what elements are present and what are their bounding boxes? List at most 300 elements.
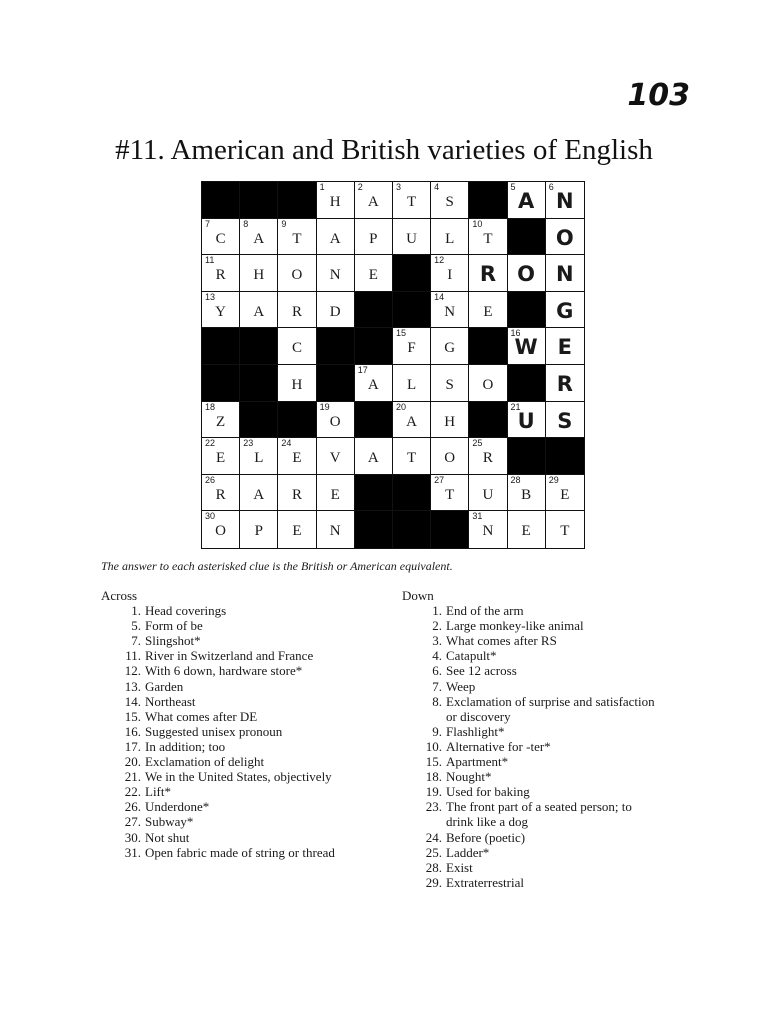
grid-cell[interactable] <box>546 365 584 402</box>
clue-number: 17 <box>357 364 368 375</box>
grid-cell[interactable] <box>240 292 278 329</box>
grid-cell[interactable] <box>469 292 507 329</box>
clue-number: 7. <box>131 633 141 649</box>
clue-number: 21 <box>510 401 521 412</box>
clue-number: 22. <box>124 784 141 800</box>
clue-text: or discovery <box>446 708 511 724</box>
cell-letter: H <box>329 194 341 210</box>
clue-number: 11. <box>125 648 141 664</box>
grid-block <box>393 475 431 512</box>
clue-number: 3 <box>395 182 401 192</box>
grid-cell[interactable] <box>431 292 469 329</box>
grid-block <box>240 328 278 365</box>
grid-cell[interactable] <box>317 292 355 329</box>
grid-cell[interactable] <box>278 219 316 256</box>
clue-text: Ladder* <box>446 844 490 860</box>
cell-letter: L <box>406 376 417 393</box>
cell-letter: B <box>521 486 532 503</box>
cell-letter: N <box>482 523 494 540</box>
clue-number: 20. <box>124 754 141 770</box>
grid-cell[interactable] <box>278 438 316 475</box>
puzzle-note: The answer to each asterisked clue is the British or American equivalent. <box>101 559 453 573</box>
grid-cell[interactable] <box>546 475 584 512</box>
clue-number: 8 <box>243 218 249 229</box>
grid-block <box>355 402 393 439</box>
clue-text: End of the arm <box>446 603 524 619</box>
cell-letter: T <box>560 523 570 540</box>
cell-letter: E <box>292 523 302 540</box>
grid-cell[interactable] <box>317 402 355 439</box>
down-clue <box>402 739 692 754</box>
clue-number: 11 <box>205 255 215 266</box>
across-heading: Across <box>101 588 138 603</box>
grid-block <box>355 475 393 512</box>
clue-text: With 6 down, hardware store* <box>145 663 303 679</box>
down-clue <box>402 724 692 739</box>
clue-number: 20 <box>395 401 406 412</box>
handwritten-letter: A <box>517 189 535 213</box>
clue-number: 15. <box>124 708 141 724</box>
down-clue <box>402 845 692 860</box>
clue-number: 26 <box>205 474 216 485</box>
grid-block <box>278 182 316 219</box>
grid-block <box>393 255 431 292</box>
grid-cell[interactable] <box>278 328 316 365</box>
grid-cell[interactable] <box>393 182 431 219</box>
grid-cell[interactable] <box>393 365 431 402</box>
down-clue <box>402 648 692 663</box>
cell-letter: T <box>445 486 455 503</box>
down-clue <box>402 860 692 875</box>
clue-number: 1. <box>432 603 442 619</box>
across-clue <box>101 784 371 799</box>
grid-block <box>393 292 431 329</box>
grid-block <box>508 438 546 475</box>
clue-text: Not shut <box>145 829 190 845</box>
clue-number: 14 <box>434 291 445 302</box>
cell-letter: F <box>407 340 416 357</box>
clue-text: The front part of a seated person; to <box>446 799 632 815</box>
clue-text: Garden <box>145 678 184 694</box>
down-clues <box>402 588 692 890</box>
grid-cell[interactable] <box>317 438 355 475</box>
clue-text: Lift* <box>145 784 171 800</box>
handwritten-letter: R <box>556 371 573 396</box>
grid-cell[interactable] <box>202 402 240 439</box>
cell-letter: R <box>291 303 302 320</box>
grid-block <box>317 328 355 365</box>
handwritten-letter: O <box>517 262 536 287</box>
grid-cell[interactable] <box>393 402 431 439</box>
clue-number: 4. <box>432 648 442 664</box>
cell-letter: U <box>482 486 494 503</box>
clue-number: 25 <box>472 438 483 449</box>
clue-number: 28 <box>510 474 521 485</box>
clue-number: 13 <box>205 291 216 302</box>
clue-number: 19 <box>319 401 330 412</box>
down-clue <box>402 618 692 633</box>
grid-cell[interactable] <box>508 255 546 292</box>
handwritten-letter: N <box>555 262 574 287</box>
clue-number: 14. <box>124 693 141 709</box>
cell-letter: R <box>482 450 493 467</box>
clue-number: 17. <box>124 738 141 754</box>
handwritten-letter: O <box>555 225 574 250</box>
cell-letter: G <box>444 340 456 357</box>
grid-block <box>317 365 355 402</box>
page-number: 103 <box>627 78 690 113</box>
clue-number: 23. <box>425 799 442 815</box>
clue-text: Alternative for -ter* <box>446 738 551 754</box>
clue-text: See 12 across <box>446 663 517 679</box>
down-heading: Down <box>402 588 434 603</box>
across-clue <box>101 845 371 860</box>
grid-cell[interactable] <box>431 328 469 365</box>
grid-cell[interactable] <box>393 219 431 256</box>
across-clue <box>101 663 371 678</box>
cell-letter: C <box>215 230 226 247</box>
cell-letter: N <box>444 303 456 320</box>
grid-block <box>508 219 546 256</box>
clue-number: 29. <box>425 874 442 890</box>
grid-block <box>202 328 240 365</box>
grid-cell[interactable] <box>431 475 469 512</box>
grid-cell[interactable] <box>317 255 355 292</box>
cell-letter: T <box>406 450 417 467</box>
grid-cell[interactable] <box>546 402 584 439</box>
clue-text: Flashlight* <box>446 723 505 739</box>
handwritten-letter: E <box>557 335 572 360</box>
cell-letter: N <box>329 267 341 284</box>
clue-number: 24 <box>281 438 292 449</box>
grid-cell[interactable] <box>469 365 507 402</box>
grid-cell[interactable] <box>469 219 507 256</box>
grid-block <box>469 328 507 365</box>
across-clue <box>101 679 371 694</box>
across-clues <box>101 588 371 860</box>
grid-cell[interactable] <box>546 328 584 365</box>
across-clue <box>101 709 371 724</box>
cell-letter: E <box>483 303 493 320</box>
down-clue <box>402 784 692 799</box>
clue-number: 27 <box>434 474 445 485</box>
cell-letter: O <box>482 376 494 393</box>
grid-cell[interactable] <box>431 438 469 475</box>
grid-cell[interactable] <box>546 182 584 219</box>
grid-cell[interactable] <box>546 255 584 292</box>
clue-number: 7 <box>205 218 211 229</box>
clue-number: 13. <box>124 678 141 694</box>
cell-letter: O <box>329 413 341 430</box>
grid-cell[interactable] <box>431 402 469 439</box>
grid-cell[interactable] <box>317 182 355 219</box>
handwritten-letter: N <box>555 189 574 213</box>
grid-cell[interactable] <box>431 255 469 292</box>
clue-number: 31 <box>472 511 483 522</box>
cell-letter: V <box>329 450 341 467</box>
clue-number: 10. <box>425 738 442 754</box>
down-clue <box>402 679 692 694</box>
cell-letter: A <box>253 230 265 247</box>
cell-letter: O <box>215 523 227 540</box>
cell-letter: T <box>292 230 302 247</box>
clue-number: 15. <box>425 754 442 770</box>
grid-block <box>202 182 240 219</box>
cell-letter: P <box>254 523 263 540</box>
cell-letter: R <box>215 486 226 503</box>
cell-letter: D <box>329 303 341 320</box>
across-clue <box>101 724 371 739</box>
grid-cell[interactable] <box>469 475 507 512</box>
clue-number: 26. <box>124 799 141 815</box>
grid-cell[interactable] <box>431 182 469 219</box>
across-clue <box>101 618 371 633</box>
grid-cell[interactable] <box>393 438 431 475</box>
clue-text: Subway* <box>145 814 194 830</box>
cell-letter: O <box>291 267 303 284</box>
cell-letter: L <box>254 450 264 467</box>
clue-number: 3. <box>432 633 442 649</box>
grid-cell[interactable] <box>355 365 393 402</box>
clue-number: 18. <box>425 769 442 785</box>
grid-cell[interactable] <box>317 511 355 548</box>
clue-text: Exist <box>446 859 473 875</box>
cell-letter: R <box>291 486 302 503</box>
grid-cell[interactable] <box>240 475 278 512</box>
cell-letter: A <box>367 194 379 210</box>
grid-block <box>355 292 393 329</box>
grid-cell[interactable] <box>431 219 469 256</box>
grid-cell[interactable] <box>317 475 355 512</box>
clue-number: 29 <box>548 474 559 485</box>
clue-text: We in the United States, objectively <box>145 769 332 785</box>
cell-letter: A <box>367 376 379 393</box>
cell-letter: L <box>445 230 455 247</box>
grid-cell[interactable] <box>546 219 584 256</box>
clue-number: 9 <box>281 218 287 229</box>
across-clue <box>101 603 371 618</box>
clue-number: 8. <box>432 693 442 709</box>
cell-letter: H <box>253 267 265 284</box>
cell-letter: E <box>292 450 302 467</box>
cell-letter: I <box>447 267 453 284</box>
clue-number: 6. <box>432 663 442 679</box>
handwritten-letter: G <box>556 298 574 323</box>
cell-letter: C <box>291 340 302 357</box>
across-clue <box>101 769 371 784</box>
clue-number: 2 <box>357 182 363 192</box>
cell-letter: O <box>444 450 456 467</box>
clue-text: Form of be <box>145 618 203 634</box>
across-clue <box>101 814 371 829</box>
cell-letter: E <box>521 523 531 540</box>
clue-text: Suggested unisex pronoun <box>145 723 283 739</box>
handwritten-letter: S <box>557 408 573 433</box>
clue-text: Extraterrestrial <box>446 874 524 890</box>
cell-letter: S <box>445 194 454 210</box>
cell-letter: U <box>406 230 417 247</box>
clue-number: 24. <box>425 829 442 845</box>
down-clue <box>402 754 692 769</box>
cell-letter: T <box>406 194 417 210</box>
grid-cell[interactable] <box>546 292 584 329</box>
grid-block <box>355 511 393 548</box>
clue-number: 9. <box>432 723 442 739</box>
grid-cell[interactable] <box>508 402 546 439</box>
clue-number: 21. <box>124 769 141 785</box>
clue-number: 18 <box>205 401 216 412</box>
clue-number: 31. <box>124 844 141 860</box>
clue-text: Catapult* <box>446 648 497 664</box>
grid-cell[interactable] <box>202 219 240 256</box>
clue-number: 1 <box>319 182 325 192</box>
grid-cell[interactable] <box>202 511 240 548</box>
grid-cell[interactable] <box>278 475 316 512</box>
grid-cell[interactable] <box>240 219 278 256</box>
grid-cell[interactable] <box>317 219 355 256</box>
grid-cell[interactable] <box>278 255 316 292</box>
grid-block <box>393 511 431 548</box>
clue-text: Open fabric made of string or thread <box>145 844 335 860</box>
grid-cell[interactable] <box>508 475 546 512</box>
grid-block <box>278 402 316 439</box>
grid-cell[interactable] <box>508 182 546 219</box>
clue-text: Nought* <box>446 769 492 785</box>
grid-cell[interactable] <box>546 511 584 548</box>
clue-number: 1. <box>131 603 141 619</box>
clue-text: Exclamation of delight <box>145 754 265 770</box>
clue-number <box>402 814 446 829</box>
clue-number: 16. <box>124 723 141 739</box>
clue-number: 10 <box>472 218 483 229</box>
grid-block <box>508 292 546 329</box>
clue-number: 23 <box>243 438 254 449</box>
clue-text: Head coverings <box>145 603 227 619</box>
down-clue <box>402 769 692 784</box>
clue-text: River in Switzerland and France <box>145 648 314 664</box>
grid-block <box>355 328 393 365</box>
down-clue <box>402 633 692 648</box>
cell-letter: A <box>367 450 379 467</box>
grid-cell[interactable] <box>469 255 507 292</box>
grid-cell[interactable] <box>202 255 240 292</box>
down-clue <box>402 814 692 829</box>
down-clue <box>402 603 692 618</box>
cell-letter: Y <box>215 303 227 320</box>
across-clue <box>101 648 371 663</box>
cell-letter: A <box>329 230 341 247</box>
grid-cell[interactable] <box>202 438 240 475</box>
down-clue <box>402 663 692 678</box>
across-clue <box>101 830 371 845</box>
cell-letter: N <box>329 523 341 540</box>
grid-cell[interactable] <box>355 255 393 292</box>
clue-number <box>402 709 446 724</box>
grid-cell[interactable] <box>393 328 431 365</box>
clue-text: Weep <box>446 678 476 694</box>
grid-cell[interactable] <box>240 255 278 292</box>
cell-letter: P <box>369 230 378 247</box>
cell-letter: Z <box>216 413 226 430</box>
clue-number: 12 <box>434 255 445 266</box>
down-clue-list <box>402 603 692 890</box>
clue-number: 6 <box>548 182 554 192</box>
clue-number: 19. <box>425 784 442 800</box>
cell-letter: E <box>216 450 226 467</box>
grid-cell[interactable] <box>278 365 316 402</box>
cell-letter: A <box>253 486 265 503</box>
clue-number: 25. <box>425 844 442 860</box>
grid-cell[interactable] <box>469 511 507 548</box>
cell-letter: T <box>483 230 493 247</box>
handwritten-letter: R <box>479 262 496 287</box>
crossword-grid <box>201 181 585 549</box>
grid-cell[interactable] <box>278 511 316 548</box>
clue-text: Slingshot* <box>145 633 201 649</box>
clue-text: What comes after RS <box>446 633 557 649</box>
clue-text: Large monkey-like animal <box>446 618 584 634</box>
grid-cell[interactable] <box>355 438 393 475</box>
grid-block <box>508 365 546 402</box>
across-clue <box>101 754 371 769</box>
grid-cell[interactable] <box>431 365 469 402</box>
grid-block <box>240 402 278 439</box>
across-clue <box>101 799 371 814</box>
clue-text: Used for baking <box>446 784 530 800</box>
grid-cell[interactable] <box>508 511 546 548</box>
clue-text: Apartment* <box>446 754 509 770</box>
grid-block <box>240 365 278 402</box>
clue-text: Underdone* <box>145 799 210 815</box>
cell-letter: H <box>291 376 303 393</box>
cell-letter: E <box>330 486 340 503</box>
grid-cell[interactable] <box>278 292 316 329</box>
clue-number: 30 <box>205 511 216 522</box>
grid-cell[interactable] <box>240 438 278 475</box>
across-clue <box>101 694 371 709</box>
down-clue <box>402 875 692 890</box>
clue-number: 28. <box>425 859 442 875</box>
clue-number: 15 <box>395 328 406 339</box>
grid-cell[interactable] <box>508 328 546 365</box>
across-clue <box>101 633 371 648</box>
grid-cell[interactable] <box>355 182 393 219</box>
clue-text: In addition; too <box>145 738 226 754</box>
down-clue <box>402 799 692 814</box>
grid-block <box>469 182 507 219</box>
grid-block <box>546 438 584 475</box>
grid-cell[interactable] <box>202 475 240 512</box>
across-clue <box>101 739 371 754</box>
grid-block <box>469 402 507 439</box>
down-clue <box>402 694 692 709</box>
cell-letter: S <box>445 376 454 393</box>
handwritten-letter: W <box>514 335 538 360</box>
clue-text: drink like a dog <box>446 814 528 830</box>
grid-block <box>431 511 469 548</box>
clue-number: 7. <box>432 678 442 694</box>
grid-cell[interactable] <box>469 438 507 475</box>
grid-cell[interactable] <box>202 292 240 329</box>
clue-text: Exclamation of surprise and satisfaction <box>446 693 655 709</box>
handwritten-letter: U <box>517 408 535 433</box>
cell-letter: R <box>215 267 226 284</box>
grid-cell[interactable] <box>240 511 278 548</box>
across-clue-list <box>101 603 371 860</box>
grid-cell[interactable] <box>355 219 393 256</box>
puzzle-title: #11. American and British varieties of English <box>115 134 653 166</box>
clue-text: Northeast <box>145 693 196 709</box>
